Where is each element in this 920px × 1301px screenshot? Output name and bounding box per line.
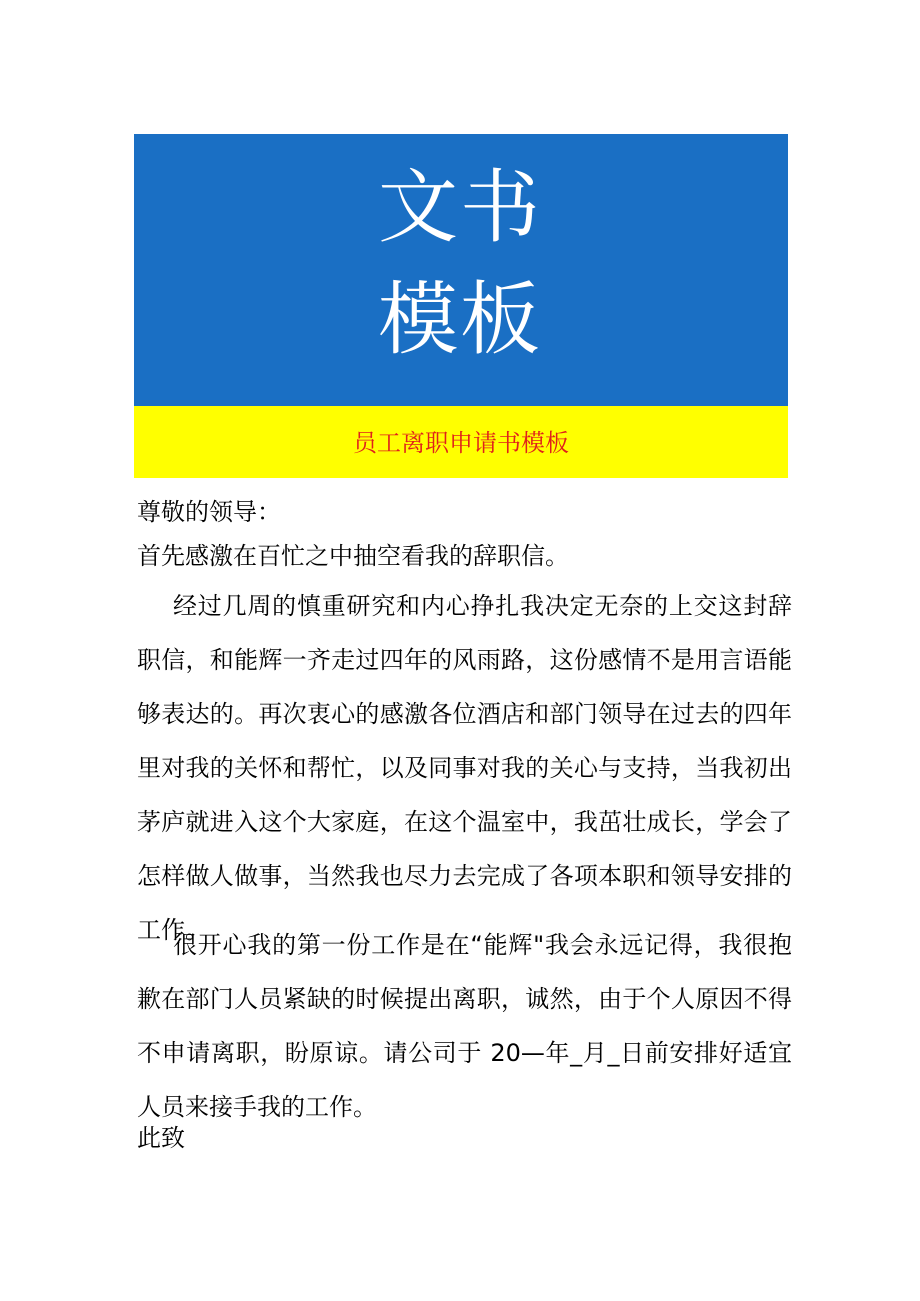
banner-title-line1: 文书 [378,161,542,254]
banner-title-line2: 模板 [378,273,542,366]
letter-closing: 此致 [137,1124,185,1152]
document-subtitle: 员工离职申请书模板 [353,429,569,457]
letter-paragraph-2: 很开心我的第一份工作是在“能辉"我会永远记得，我很抱歉在部门人员紧缺的时候提出离职，诚然，由于个人原因不得不申请离职，盼原谅。请公司于 20—年_月_日前安排好适宜人员来接手我的工作。 [137,931,792,1121]
letter-salutation: 尊敬的领导： [137,498,281,526]
letter-paragraph-1: 经过几周的慎重研究和内心挣扎我决定无奈的上交这封辞职信，和能辉一齐走过四年的风雨路，这份感情不是用言语能够表达的。再次衷心的感激各位酒店和部门领导在过去的四年里对我的关怀和帮忙，以及同事对我的关心与支持，当我初出茅庐就进入这个大家庭，在这个温室中，我茁壮成长，学会了怎样做人做事，当然我也尽力去完成了各项本职和领导安排的工作。 [137,592,792,944]
letter-opening: 首先感激在百忙之中抽空看我的辞职信。 [137,542,569,570]
